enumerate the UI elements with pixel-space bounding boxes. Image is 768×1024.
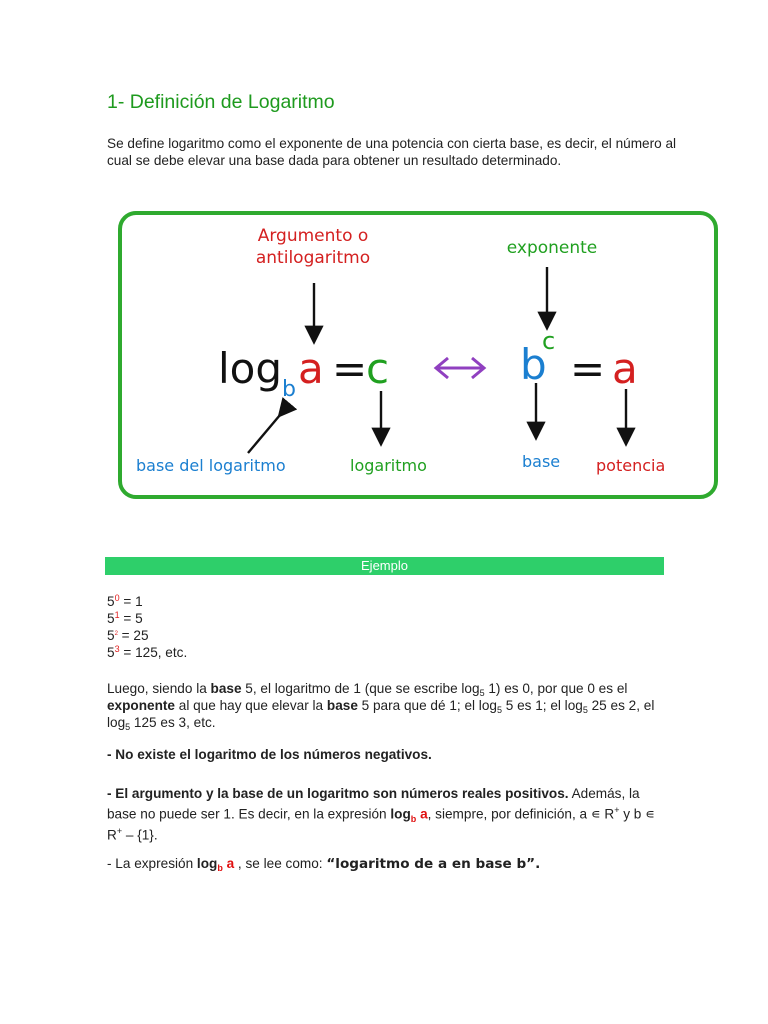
label-argument-line1: Argumento o (257, 226, 369, 246)
powers-list (107, 593, 187, 661)
power-line: $5^2 = 25$ (107, 628, 149, 643)
eq-a: a (298, 344, 324, 393)
eq-log: log (218, 344, 283, 393)
eq-a-2: a (612, 344, 638, 393)
label-power: potencia (596, 456, 666, 475)
power-line: $5^1 = 5$ (107, 610, 143, 626)
diagram-svg (118, 211, 718, 499)
power-line: $5^0 = 1$ (107, 593, 143, 609)
label-base-logarithm: base del logaritmo (136, 456, 286, 475)
eq-sup-c: c (542, 327, 556, 355)
label-logarithm: logaritmo (350, 456, 427, 475)
power-line: $5^3 = 125$, etc. (107, 644, 188, 660)
label-exponent: exponente (506, 238, 598, 258)
paragraph-no-negative: - No existe el logaritmo de los números negativos. (107, 747, 432, 762)
eq-sub-b: b (282, 377, 296, 402)
eq-equals-2: = (570, 344, 606, 393)
example-header-band: Ejemplo (105, 557, 664, 575)
intro-paragraph: Se define logaritmo como el exponente de una potencia con cierta base, es decir, el número al cual se debe elevar una base dada para obtener un resultado determinado. (107, 136, 677, 168)
eq-b: b (520, 340, 547, 389)
paragraph-reading: - La expresión $\log_b a$ , se lee como: “logaritmo de a en base b”. (107, 856, 541, 873)
eq-equals: = (332, 344, 368, 393)
section-title: 1- Definición de Logaritmo (107, 91, 335, 113)
paragraph-base-explanation: Luego, siendo la base 5, el logaritmo de 1 (que se escribe $\log_5 1$) es 0, por que 0 es el exponente al que hay que elevar la base 5 para que dé 1; el $\log_5 5$ es 1; el $\log_5 25$ es 2, el $\log_5 125$ es 3, etc. (107, 681, 655, 732)
paragraph-argument-base: - El argumento y la base de un logaritmo son números reales positivos. Además, la base no puede ser 1. Es decir, en la expresión $\log_b a$, siempre, por definición, a ∊ R+ y b ∊ R+ – {1}. (107, 786, 655, 843)
eq-c: c (366, 344, 390, 393)
label-argument-line2: antilogaritmo (255, 248, 371, 268)
label-base: base (522, 452, 561, 471)
logarithm-definition-diagram (118, 211, 718, 499)
